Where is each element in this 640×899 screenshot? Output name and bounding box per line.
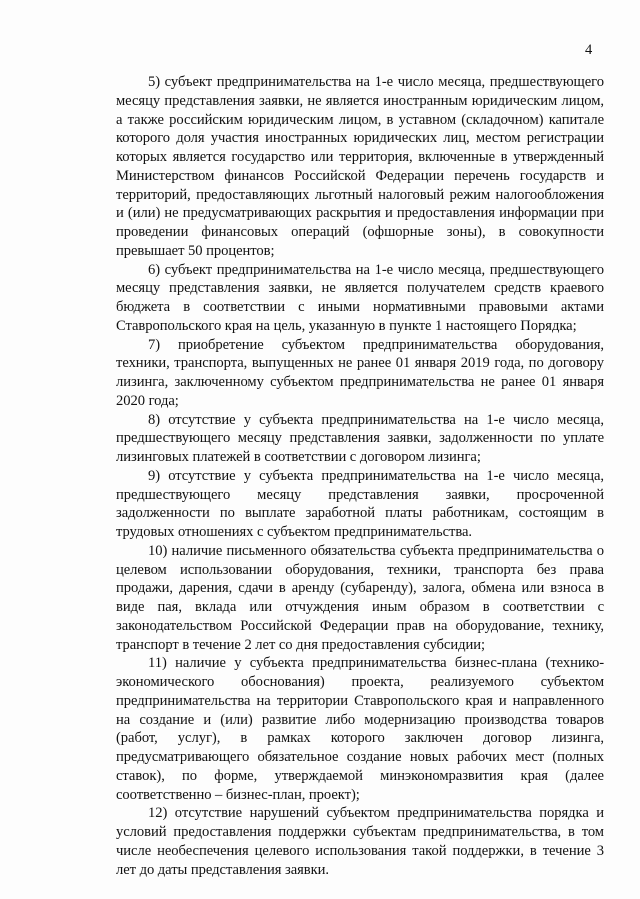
paragraph-item-8: 8) отсутствие у субъекта предпринимательства на 1-е число месяца, предшествующего месяцу представления заявки, задолженности по уплате лизинговых платежей в соответствии с договором лизинга; <box>116 411 604 465</box>
paragraph-item-10: 10) наличие письменного обязательства субъекта предпринимательства о целевом использовании оборудования, техники, транспорта без права продажи, дарения, сдачи в аренду (субаренду), залога, обмена или взноса в виде пая, вклада или отчуждения иным образом в соответствии с законодательством Российской Федерации прав на оборудование, технику, транспорт в течение 2 лет со дня предоставления субсидии; <box>116 542 604 653</box>
paragraph-item-7: 7) приобретение субъектом предпринимательства оборудования, техники, транспорта, выпущенных не ранее 01 января 2019 года, по договору лизинга, заключенному субъектом предпринимательства не ранее 01 января 2020 года; <box>116 336 604 409</box>
paragraph-item-12: 12) отсутствие нарушений субъектом предпринимательства порядка и условий предоставления поддержки субъектам предпринимательства, в том числе необеспечения целевого использования такой поддержки, в течение 3 лет до даты представления заявки. <box>116 805 604 878</box>
paragraph-item-6: 6) субъект предпринимательства на 1-е число месяца, предшествующего месяцу представления заявки, не является получателем средств краевого бюджета в соответствии с иными нормативными правовыми актами Ставропольского края на цель, указанную в пункте 1 настоящего Порядка; <box>116 261 604 334</box>
paragraph-item-5: 5) субъект предпринимательства на 1-е число месяца, предшествующего месяцу представления заявки, не является иностранным юридическим лицом, а также российским юридическим лицом, в уставном (складочном) капитале которого доля участия иностранных юридических лиц, местом регистрации которых является государство или территория, включенные в утвержденный Министерством финансов Российской Федерации перечень государств и территорий, предоставляющих льготный налоговый режим налогообложения и (или) не предусматривающих раскрытия и предоставления информации при проведении финансовых операций (офшорные зоны), в совокупности превышает 50 процентов; <box>116 74 604 259</box>
paragraph-item-11: 11) наличие у субъекта предпринимательства бизнес-плана (технико-экономического обоснования) проекта, реализуемого субъектом предпринимательства на территории Ставропольского края и направленного на создание и (или) развитие либо модернизацию производства товаров (работ, услуг), в рамках которого заключен договор лизинга, предусматривающего обязательное создание новых рабочих мест (полных ставок), по форме, утверждаемой минэкономразвития края (далее соответственно – бизнес-план, проект); <box>116 655 604 803</box>
page-number: 4 <box>585 42 593 58</box>
document-body <box>116 73 604 879</box>
paragraph-item-9: 9) отсутствие у субъекта предпринимательства на 1-е число месяца, предшествующего месяцу представления заявки, просроченной задолженности по выплате заработной платы работникам, состоящим в трудовых отношениях с субъектом предпринимательства. <box>116 467 604 540</box>
